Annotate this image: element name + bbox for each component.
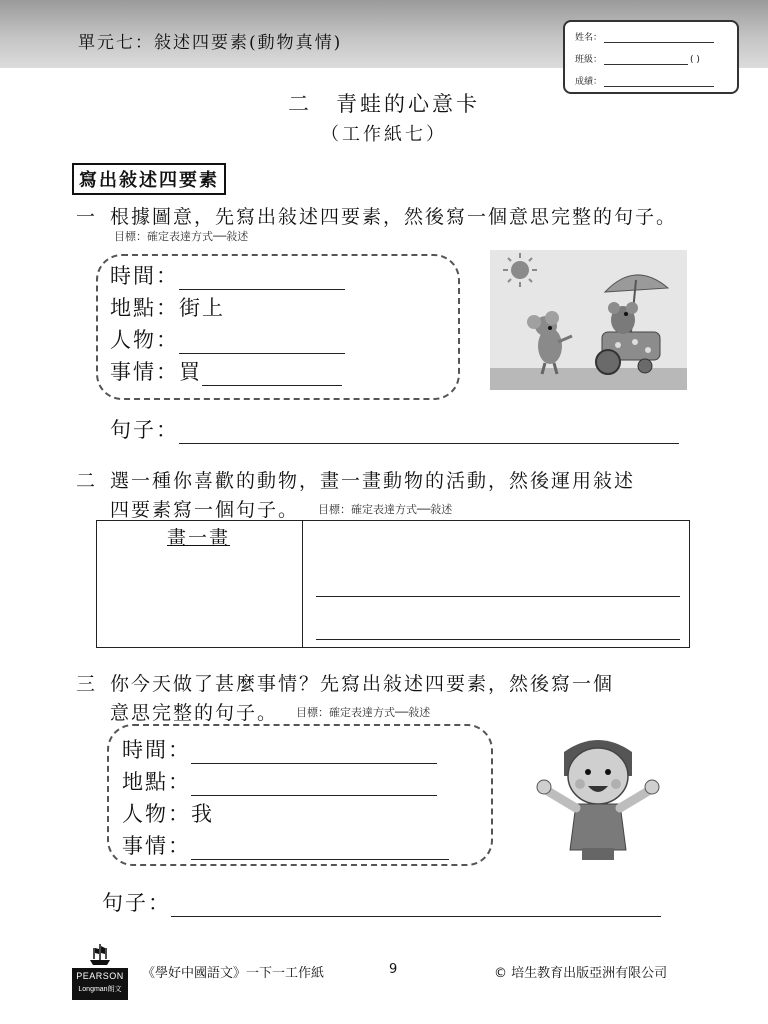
q3-event-row (122, 828, 449, 860)
q1-goal: 目標：確定表達方式──敍述 (114, 230, 249, 243)
section-heading: 寫出敍述四要素 (72, 163, 226, 195)
score-row (575, 74, 714, 87)
score-label: 成績： (575, 77, 603, 87)
q1-fields (110, 258, 345, 386)
q3-event-label: 事情： (122, 834, 191, 858)
book-title: 《學好中國語文》一下一工作紙 (142, 966, 325, 981)
q1-number: 一 (76, 206, 98, 228)
q3-place-row (122, 764, 449, 796)
class-number-paren: ( ) (690, 55, 700, 65)
q3-fields (122, 732, 449, 860)
q3-time-row (122, 732, 449, 764)
q3-number: 三 (76, 673, 98, 695)
q1-sentence-input[interactable] (179, 423, 679, 444)
q3-event-input[interactable] (191, 839, 449, 860)
q3-character-row (122, 796, 449, 828)
q1-event-row (110, 354, 345, 386)
q3-time-input[interactable] (191, 743, 437, 764)
q3-text-line1: 你今天做了甚麼事情？先寫出敍述四要素，然後寫一個 (110, 673, 615, 695)
q2-writing-line-2[interactable] (316, 639, 680, 640)
pearson-logo (72, 940, 128, 1000)
q2-text-line1: 選一種你喜歡的動物，畫一畫動物的活動，然後運用敍述 (110, 470, 636, 492)
logo-plate (72, 968, 128, 1000)
q2-table (96, 520, 690, 648)
q2-draw-area[interactable] (97, 521, 303, 647)
q3-time-label: 時間： (122, 738, 191, 762)
q3-place-input[interactable] (191, 775, 437, 796)
student-info-box (563, 20, 739, 94)
q1-character-label: 人物： (110, 328, 179, 352)
q3-goal: 目標：確定表達方式──敍述 (296, 706, 431, 719)
q1-event-input[interactable] (202, 365, 342, 386)
q3-sentence-row (102, 887, 661, 917)
q1-time-input[interactable] (179, 269, 345, 290)
q1-place-value: 街上 (179, 296, 225, 320)
child-icon (537, 740, 659, 860)
q1-event-label: 事情： (110, 360, 179, 384)
page-title: 二 青蛙的心意卡 (288, 92, 480, 116)
q3-place-label: 地點： (122, 770, 191, 794)
q3-sentence-label: 句子： (102, 891, 171, 915)
q3-text-line2: 意思完整的句子。 (110, 702, 279, 724)
name-label: 姓名： (575, 33, 603, 43)
q1-sentence-label: 句子： (110, 418, 179, 442)
q3-sentence-input[interactable] (171, 896, 661, 917)
class-row (575, 52, 700, 65)
logo-text: PEARSON (76, 971, 124, 981)
logo-subtext: Longman朗文 (78, 986, 122, 993)
ship-icon (72, 940, 128, 968)
name-row (575, 30, 714, 43)
page-subtitle: （工作紙七） (321, 124, 447, 145)
q1-character-row (110, 322, 345, 354)
q2-goal: 目標：確定表達方式──敍述 (318, 503, 453, 516)
q1-character-input[interactable] (179, 333, 345, 354)
q2-writing-line-1[interactable] (316, 596, 680, 597)
q3-character-label: 人物： (122, 802, 191, 826)
score-field[interactable] (604, 76, 714, 87)
q1-place-label: 地點： (110, 296, 179, 320)
q1-text: 根據圖意，先寫出敍述四要素，然後寫一個意思完整的句子。 (110, 206, 678, 228)
class-label: 班級： (575, 55, 603, 65)
class-field[interactable] (604, 54, 688, 65)
q1-sentence-row (110, 414, 679, 444)
name-field[interactable] (604, 32, 714, 43)
q2-draw-label: 畫一畫 (167, 527, 231, 549)
page-number: 9 (389, 962, 398, 977)
q1-event-value: 買 (179, 360, 202, 384)
q1-time-label: 時間： (110, 264, 179, 288)
q1-time-row (110, 258, 345, 290)
q2-text-line2: 四要素寫一個句子。 (110, 499, 300, 521)
unit-title: 單元七：敍述四要素(動物真情) (78, 33, 343, 53)
q3-child-illustration (536, 732, 660, 862)
q1-place-row (110, 290, 345, 322)
q3-character-value: 我 (191, 802, 214, 826)
q1-illustration (490, 250, 687, 390)
q2-number: 二 (76, 470, 98, 492)
copyright: © 培生教育出版亞洲有限公司 (494, 966, 668, 981)
